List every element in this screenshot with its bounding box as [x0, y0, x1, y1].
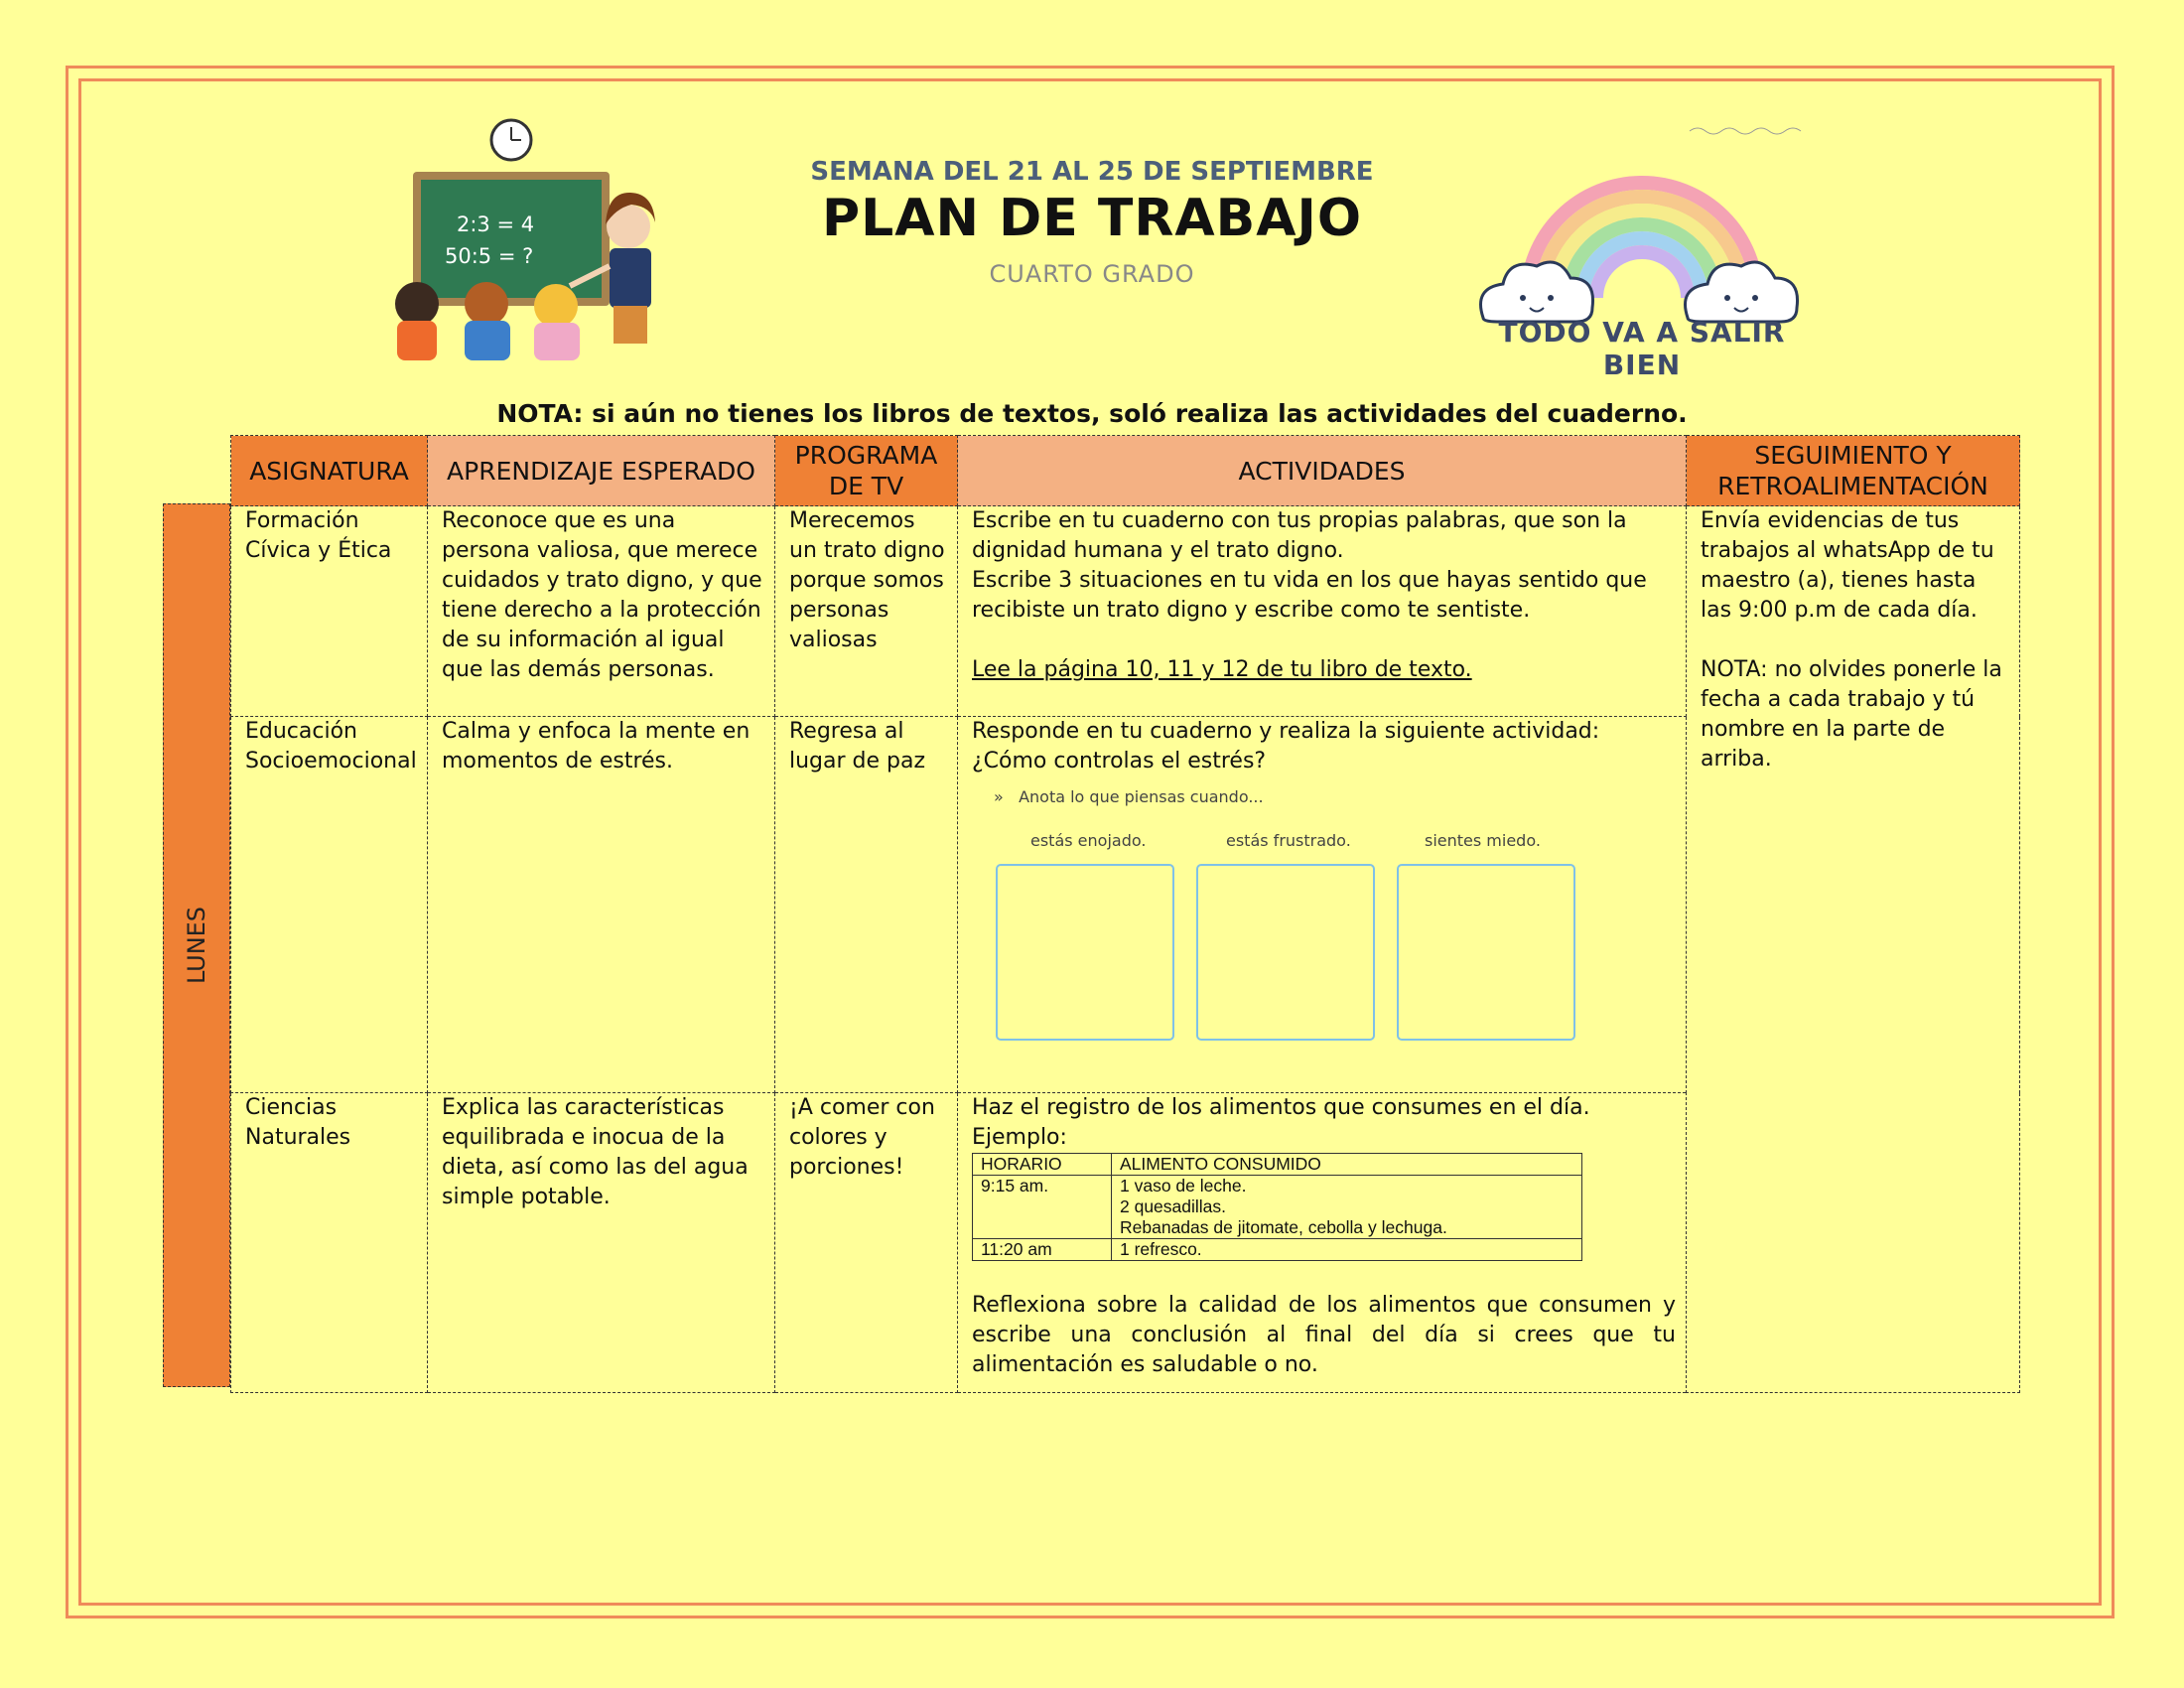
activities-cell: [958, 717, 1687, 1093]
example-label: Ejemplo:: [972, 1125, 1067, 1150]
exercise-heading: [994, 782, 1264, 812]
grade-label: CUARTO GRADO: [989, 260, 1195, 288]
emotion-exercise: [972, 782, 1676, 1047]
food-item: 1 refresco.: [1120, 1239, 1202, 1259]
tv-program-cell: Regresa al lugar de paz: [775, 717, 958, 1093]
activity-paragraph: Escribe 3 situaciones en tu vida en los que hayas sentido que recibiste un trato digno y escribe como te sentiste.: [972, 568, 1647, 623]
header-activities: ACTIVIDADES: [958, 436, 1687, 506]
exercise-heading-text: Anota lo que piensas cuando...: [1019, 787, 1264, 806]
food-time: 11:20 am: [973, 1239, 1112, 1261]
food-items: [1112, 1239, 1582, 1261]
activity-paragraph: Haz el registro de los alimentos que consumes en el día.: [972, 1095, 1590, 1120]
answer-box: [1397, 864, 1575, 1041]
food-col-time: HORARIO: [973, 1154, 1112, 1176]
food-item: 2 quesadillas.: [1120, 1196, 1227, 1216]
learning-cell: Reconoce que es una persona valiosa, que merece cuidados y trato digno, y que tiene derecho a la protección de su información al igual que las demás personas.: [428, 506, 775, 717]
activity-question: ¿Cómo controlas el estrés?: [972, 749, 1267, 774]
reading-instruction: Lee la página 10, 11 y 12 de tu libro de texto.: [972, 657, 1472, 682]
learning-cell: Explica las características equilibrada e inocua de la dieta, así como las del agua simple potable.: [428, 1093, 775, 1393]
answer-box: [996, 864, 1174, 1041]
subject-cell: Formación Cívica y Ética: [231, 506, 428, 717]
emotion-label: estás frustrado.: [1226, 831, 1351, 850]
food-item: 1 vaso de leche.: [1120, 1176, 1247, 1196]
day-label: [163, 503, 230, 1387]
activities-cell: [958, 506, 1687, 717]
food-items: [1112, 1176, 1582, 1239]
week-range: SEMANA DEL 21 AL 25 DE SEPTIEMBRE: [810, 157, 1374, 187]
chalkboard-equation-2: 50:5 = ?: [445, 244, 534, 268]
bullet-icon: »: [994, 787, 1004, 806]
food-item: Rebanadas de jitomate, cebolla y lechuga.: [1120, 1217, 1447, 1237]
food-time: 9:15 am.: [973, 1176, 1112, 1239]
activity-paragraph: Escribe en tu cuaderno con tus propias palabras, que son la dignidad humana y el trato digno.: [972, 508, 1627, 563]
subject-cell: Ciencias Naturales: [231, 1093, 428, 1393]
food-log-table: [972, 1153, 1582, 1261]
learning-cell: Calma y enfoca la mente en momentos de estrés.: [428, 717, 775, 1093]
chalkboard-equation-1: 2:3 = 4: [457, 212, 535, 236]
subject-cell: Educación Socioemocional: [231, 717, 428, 1093]
tv-program-cell: ¡A comer con colores y porciones!: [775, 1093, 958, 1393]
followup-cell: [1687, 506, 2020, 1393]
reflection-paragraph: Reflexiona sobre la calidad de los alimentos que consumen y escribe una conclusión al final del día si crees que tu alimentación es saludable o no.: [972, 1293, 1676, 1377]
header-tv-program: PROGRAMA DE TV: [775, 436, 958, 506]
table-row: [231, 506, 2020, 717]
activity-paragraph: Responde en tu cuaderno y realiza la siguiente actividad:: [972, 719, 1600, 744]
plan-table: [230, 435, 2020, 1393]
answer-box: [1196, 864, 1375, 1041]
tv-program-cell: Merecemos un trato digno porque somos personas valiosas: [775, 506, 958, 717]
activities-cell: [958, 1093, 1687, 1393]
emotion-label: sientes miedo.: [1425, 831, 1541, 850]
emotion-label: estás enojado.: [1030, 831, 1147, 850]
followup-paragraph: Envía evidencias de tus trabajos al whatsApp de tu maestro (a), tienes hasta las 9:00 p.m de cada día.: [1701, 508, 1994, 623]
logo-slogan: TODO VA A SALIR BIEN: [1498, 316, 1786, 381]
day-name: LUNES: [183, 906, 210, 985]
header-followup: SEGUIMIENTO Y RETROALIMENTACIÓN: [1687, 436, 2020, 506]
food-col-food: ALIMENTO CONSUMIDO: [1112, 1154, 1582, 1176]
header-learning: APRENDIZAJE ESPERADO: [428, 436, 775, 506]
header-subject: ASIGNATURA: [231, 436, 428, 506]
page-title: PLAN DE TRABAJO: [821, 189, 1363, 248]
note-text: NOTA: si aún no tienes los libros de textos, soló realiza las actividades del cuaderno.: [496, 399, 1688, 428]
followup-note: NOTA: no olvides ponerle la fecha a cada trabajo y tú nombre en la parte de arriba.: [1701, 657, 2002, 772]
